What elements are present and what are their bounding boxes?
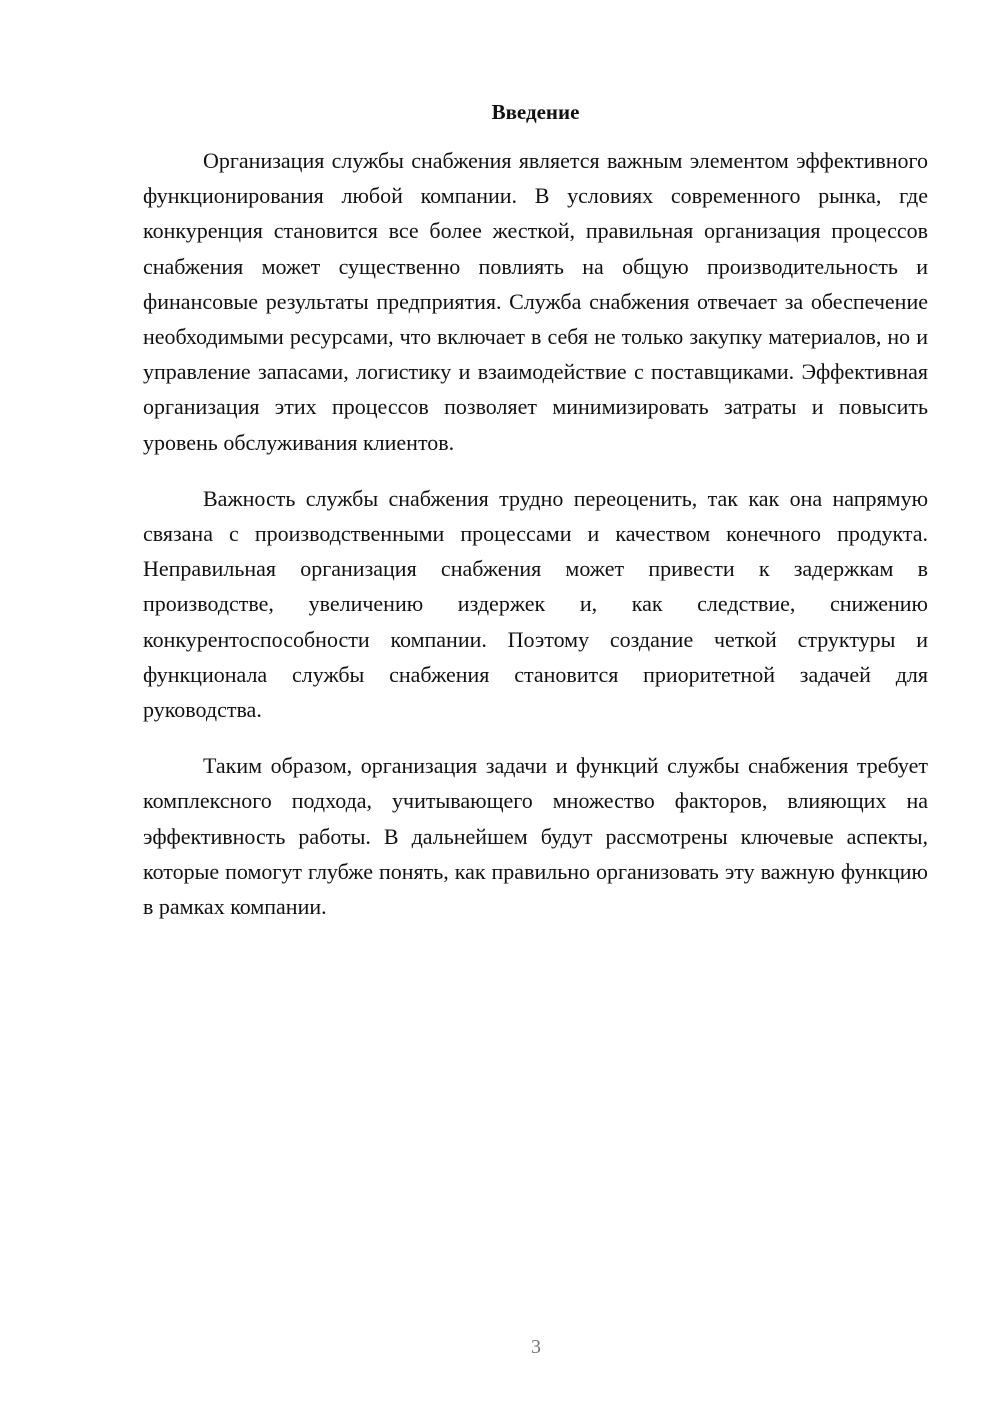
page-number: 3 (531, 1336, 541, 1358)
body-text (143, 143, 928, 945)
paragraph: Важность службы снабжения трудно переоценить, так как она напрямую связана с производственными процессами и качеством конечного продукта. Неправильная организация снабжения может привести к задержкам в производстве, увеличению издержек и, как следствие, снижению конкурентоспособности компании. Поэтому создание четкой структуры и функционала службы снабжения становится приоритетной задачей для руководства. (143, 485, 928, 723)
section-heading: Введение (491, 100, 580, 124)
paragraph: Таким образом, организация задачи и функций службы снабжения требует комплексного подхода, учитывающего множество факторов, влияющих на эффективность работы. В дальнейшем будут рассмотрены ключевые аспекты, которые помогут глубже понять, как правильно организовать эту важную функцию в рамках компании. (143, 753, 928, 920)
paragraph: Организация службы снабжения является важным элементом эффективного функционирования любой компании. В условиях современного рынка, где конкуренция становится все более жесткой, правильная организация процессов снабжения может существенно повлиять на общую производительность и финансовые результаты предприятия. Служба снабжения отвечает за обеспечение необходимыми ресурсами, что включает в себя не только закупку материалов, но и управление запасами, логистику и взаимодействие с поставщиками. Эффективная организация этих процессов позволяет минимизировать затраты и повысить уровень обслуживания клиентов. (143, 148, 928, 455)
